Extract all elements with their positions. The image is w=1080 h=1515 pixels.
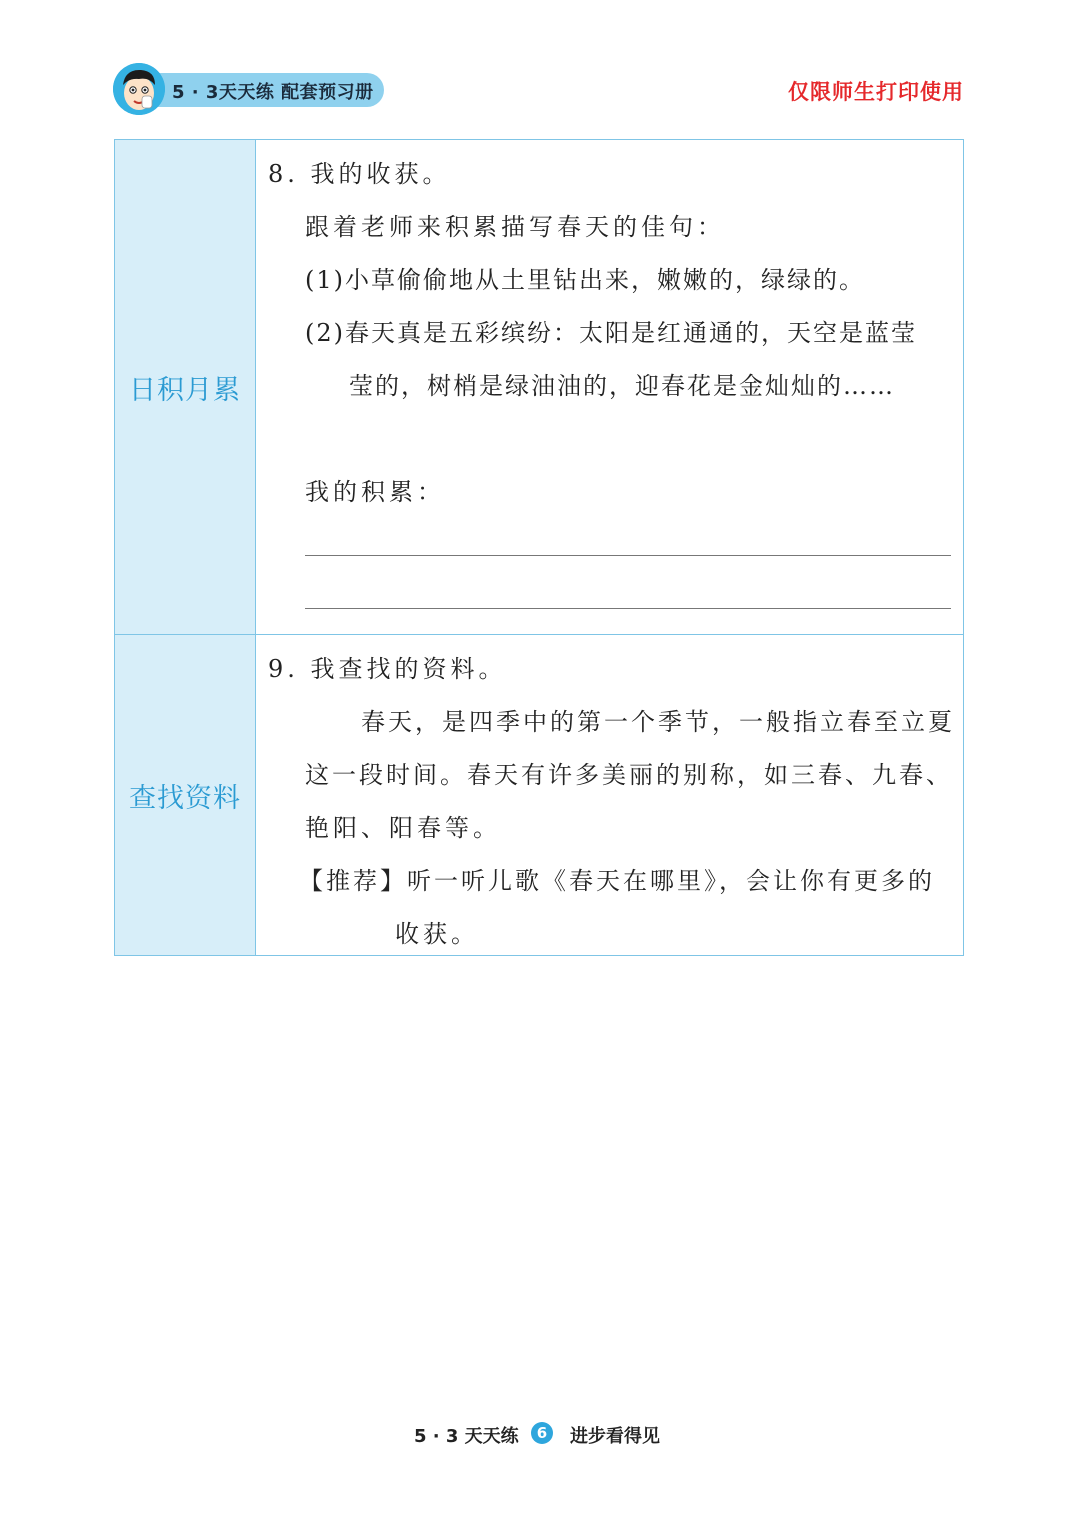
question-title: 9. 我查找的资料。 <box>268 655 507 683</box>
footer-slogan: 进步看得见 <box>570 1426 660 1447</box>
question-title: 8. 我的收获。 <box>268 160 451 188</box>
text-line: 我的积累： <box>305 478 445 506</box>
section-label: 日积月累 <box>129 374 241 406</box>
print-notice: 仅限师生打印使用 <box>788 80 964 104</box>
text-line: 艳阳、阳春等。 <box>305 814 501 842</box>
text-line: 收获。 <box>395 920 479 948</box>
section-label: 查找资料 <box>129 782 241 814</box>
worksheet-table <box>114 139 964 956</box>
section-label-cell <box>115 635 256 955</box>
footer-brand: 5 · 3 天天练 <box>414 1426 519 1447</box>
answer-line[interactable] <box>305 608 951 609</box>
recommendation-line: 【推荐】听一听儿歌《春天在哪里》，会让你有更多的 <box>299 867 935 895</box>
page-number: 6 <box>531 1422 553 1444</box>
text-line: (1)小草偷偷地从土里钻出来，嫩嫩的，绿绿的。 <box>305 266 865 294</box>
text-line: 春天，是四季中的第一个季节，一般指立春至立夏 <box>361 708 955 736</box>
text-line: 莹的，树梢是绿油油的，迎春花是金灿灿的…… <box>349 372 895 400</box>
section-label-cell <box>115 140 256 634</box>
answer-line[interactable] <box>305 555 951 556</box>
text-line: (2)春天真是五彩缤纷：太阳是红通通的，天空是蓝莹 <box>305 319 917 347</box>
text-line: 这一段时间。春天有许多美丽的别称，如三春、九春、 <box>305 761 953 789</box>
book-title: 5 · 3天天练 配套预习册 <box>172 82 374 103</box>
page-footer <box>0 1422 1080 1450</box>
text-line: 跟着老师来积累描写春天的佳句： <box>305 213 725 241</box>
mascot-logo-icon <box>113 63 165 115</box>
